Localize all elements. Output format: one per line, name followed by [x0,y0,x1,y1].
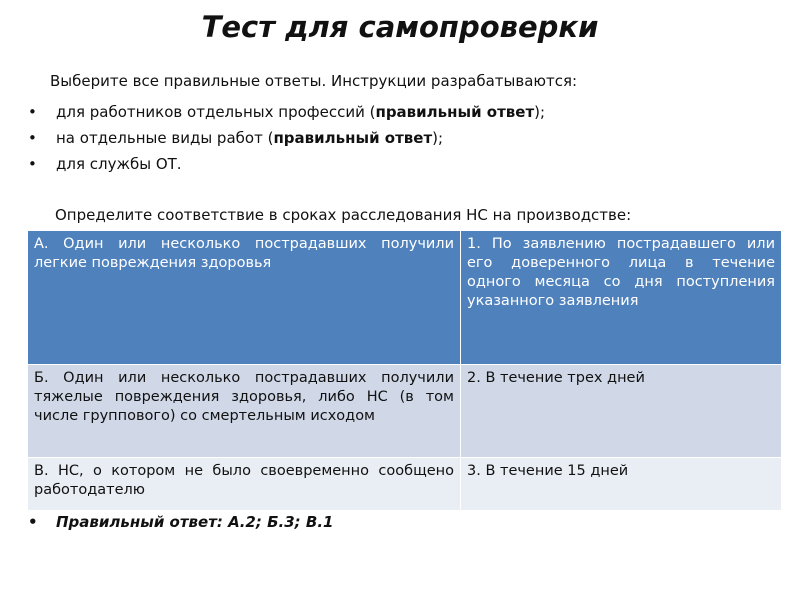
table-cell-right: 1. По заявлению пострадавшего или его доверенного лица в течение одного месяца со дня поступления указанного заявления [461,231,782,365]
table-row [28,231,782,365]
option-item: • для работников отдельных профессий (правильный ответ); [28,100,545,126]
table-cell-left: Б. Один или несколько пострадавших получили тяжелые повреждения здоровья, либо НС (в том числе группового) со смертельным исходом [28,365,461,458]
option-item: • на отдельные виды работ (правильный ответ); [28,126,545,152]
correct-answer: • Правильный ответ: А.2; Б.3; В.1 [28,513,334,531]
table-cell-right: 3. В течение 15 дней [461,458,782,511]
table-row [28,365,782,458]
table-row [28,458,782,511]
option-item: • для службы ОТ. [28,152,545,178]
matching-table [27,230,782,511]
question-1-options [28,100,545,178]
table-cell-right: 2. В течение трех дней [461,365,782,458]
question-1-prompt: Выберите все правильные ответы. Инструкции разрабатываются: [50,72,578,90]
bullet-icon: • [28,513,38,531]
table-cell-left: А. Один или несколько пострадавших получили легкие повреждения здоровья [28,231,461,365]
table-cell-left: В. НС, о котором не было своевременно сообщено работодателю [28,458,461,511]
slide-title: Тест для самопроверки [201,10,599,44]
question-2-prompt: Определите соответствие в сроках расследования НС на производстве: [55,206,632,224]
